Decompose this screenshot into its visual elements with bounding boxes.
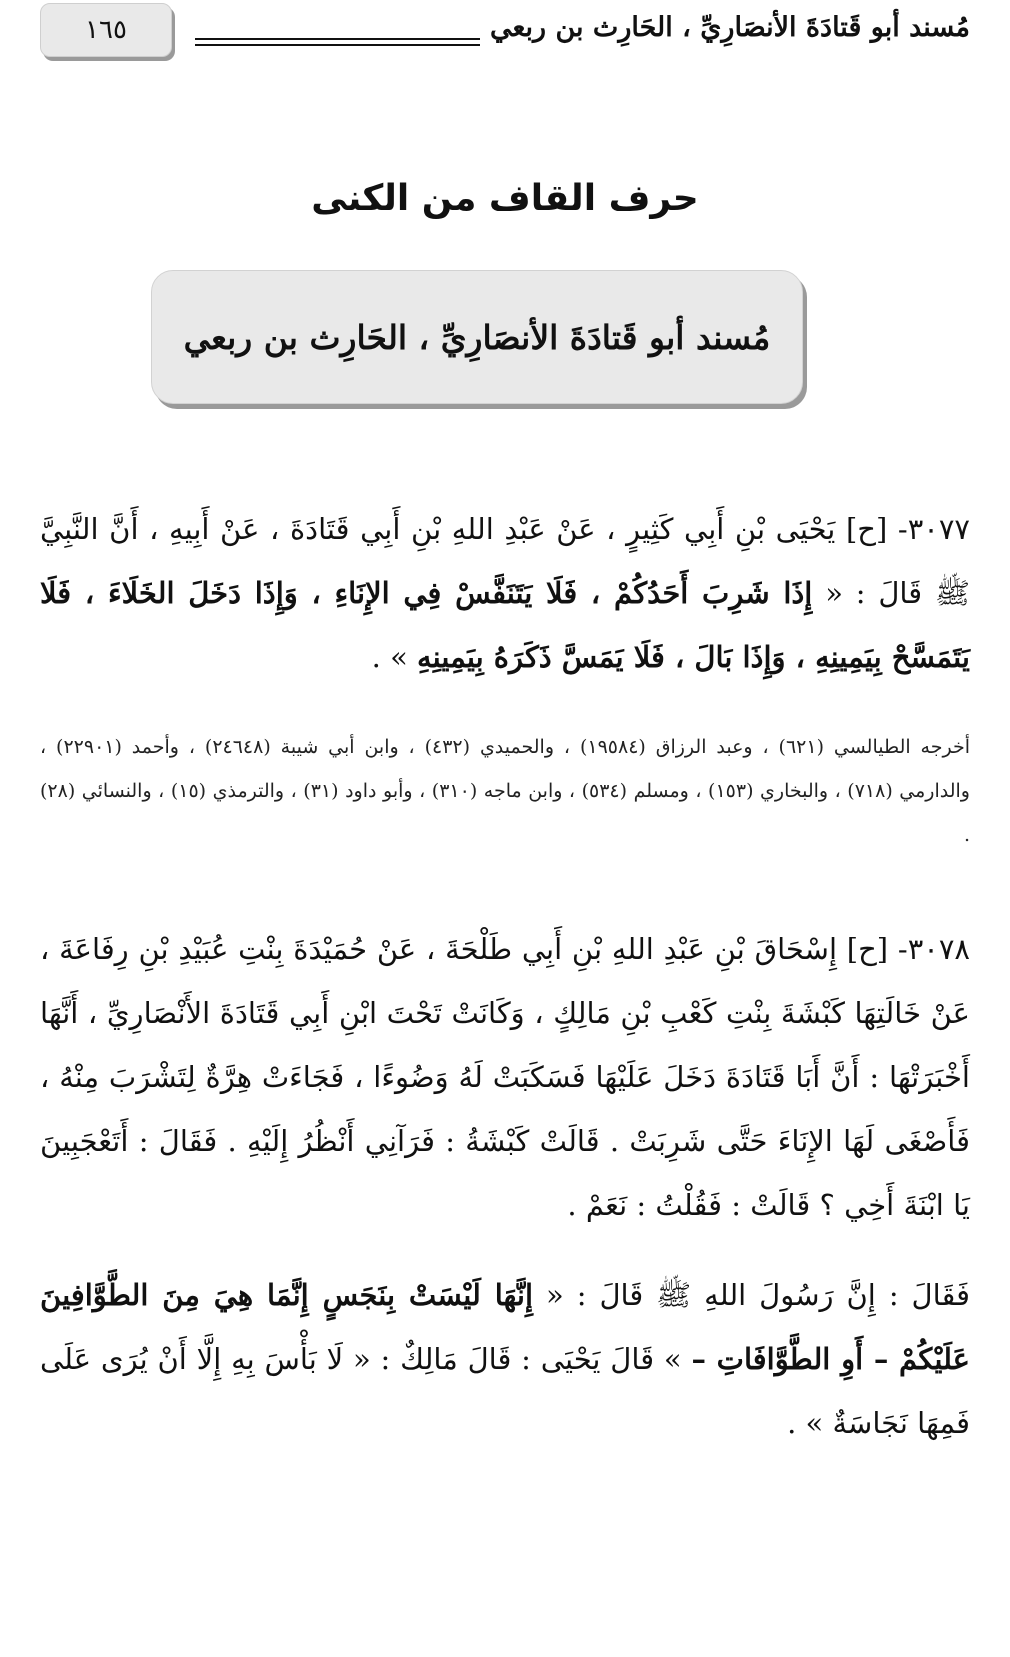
- hadith-matn: إِذَا شَرِبَ أَحَدُكُمْ ، فَلَا يَتَنَفَّسْ فِي الإِنَاءِ ، وَإِذَا دَخَلَ الخَلَاءَ ، فَلَا يَتَمَسَّحْ بِيَمِينِهِ ، وَإِذَا بَالَ ، فَلَا يَمَسَّ ذَكَرَهُ بِيَمِينِهِ: [40, 576, 970, 674]
- hadith-3077-sources: [40, 725, 970, 857]
- chapter-title: حرف القاف من الكنى: [311, 178, 699, 219]
- hadith-3077: [40, 497, 970, 689]
- hadith-3078-continuation: [40, 1263, 970, 1455]
- hadith-intro: فَقَالَ : إِنَّ رَسُولَ اللهِ ﷺ قَالَ : «: [533, 1278, 970, 1312]
- running-header-title: مُسند أبو قَتادَةَ الأنصَارِيِّ ، الحَارِث بن ربعي: [489, 12, 970, 43]
- hadith-text: ٣٠٧٨- [ح] إِسْحَاقَ بْنِ عَبْدِ اللهِ بْنِ أَبِي طَلْحَةَ ، عَنْ حُمَيْدَةَ بِنْتِ عُبَيْدِ بْنِ رِفَاعَةَ ، عَنْ خَالَتِهَا كَبْشَةَ بِنْتِ كَعْبِ بْنِ مَالِكٍ ، وَكَانَتْ تَحْتَ ابْنِ أَبِي قَتَادَةَ الأَنْصَارِيِّ ، أَنَّهَا أَخْبَرَتْهَا : أَنَّ أَبَا قَتَادَةَ دَخَلَ عَلَيْهَا فَسَكَبَتْ لَهُ وَضُوءًا ، فَجَاءَتْ هِرَّةٌ لِتَشْرَبَ مِنْهُ ، فَأَصْغَى لَهَا الإِنَاءَ حَتَّى شَرِبَتْ . قَالَتْ كَبْشَةُ : فَرَآنِي أَنْظُرُ إِلَيْهِ . فَقَالَ : أَتَعْجَبِينَ يَا ابْنَةَ أَخِي ؟ قَالَتْ : فَقُلْتُ : نَعَمْ .: [40, 932, 970, 1222]
- musnad-title-box: [151, 270, 803, 404]
- hadith-3078: [40, 917, 970, 1237]
- hadith-isnad: ٣٠٧٧- [ح] يَحْيَى بْنِ أَبِي كَثِيرٍ ، عَنْ عَبْدِ اللهِ بْنِ أَبِي قَتَادَةَ ، عَنْ أَبِيهِ ، أَنَّ النَّبِيَّ ﷺ قَالَ : «: [40, 512, 970, 610]
- page-number-badge: [40, 3, 172, 57]
- header-rule: [195, 38, 480, 40]
- hadith-rest: » قَالَ يَحْيَى : قَالَ مَالِكٌ : « لَا بَأْسَ بِهِ إِلَّا أَنْ يُرَى عَلَى فَمِهَا نَجَاسَةٌ » .: [40, 1342, 970, 1440]
- hadith-matn: إِنَّهَا لَيْسَتْ بِنَجَسٍ إِنَّمَا هِيَ مِنَ الطَّوَّافِينَ عَلَيْكُمْ – أَوِ الطَّوَّافَاتِ –: [40, 1278, 970, 1376]
- header-rule: [195, 44, 480, 46]
- page-number: ١٦٥: [85, 15, 127, 45]
- musnad-title: مُسند أبو قَتادَةَ الأنصَارِيِّ ، الحَارِث بن ربعي: [183, 317, 771, 357]
- takhrij-note: أخرجه الطيالسي (٦٢١) ، وعبد الرزاق (١٩٥٨٤) ، والحميدي (٤٣٢) ، وابن أبي شيبة (٢٤٦٤٨) ، وأحمد (٢٢٩٠١) ، والدارمي (٧١٨) ، والبخاري (١٥٣) ، ومسلم (٥٣٤) ، وابن ماجه (٣١٠) ، وأبو داود (٣١) ، والترمذي (١٥) ، والنسائي (٢٨) .: [40, 736, 970, 846]
- hadith-closing: » .: [371, 640, 418, 674]
